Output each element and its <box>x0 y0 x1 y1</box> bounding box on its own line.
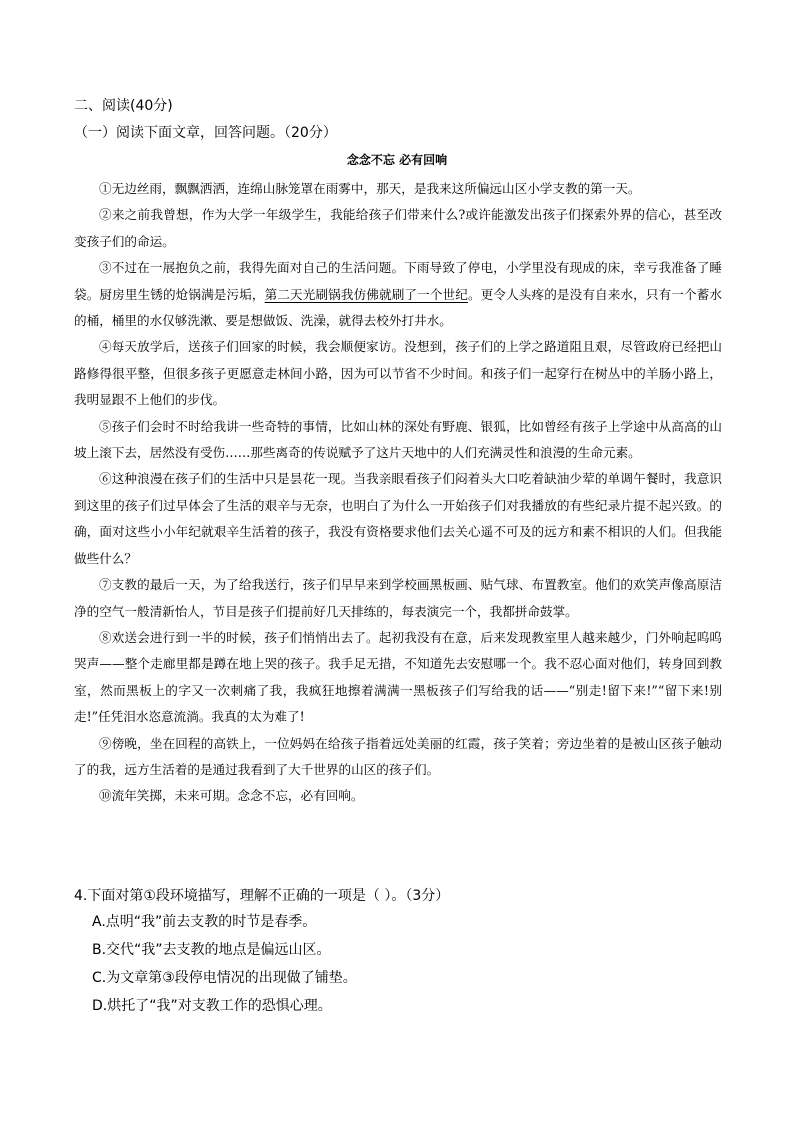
paragraph-10: ⑩流年笑掷，未来可期。念念不忘，必有回响。 <box>99 788 364 804</box>
option-c: C.为文章第③段停电情况的出现做了铺垫。 <box>92 970 357 986</box>
paragraph-3-text-a: ③不过在一展抱负之前，我得先面对自己的生活问题。下雨导致了停电，小学里没有现成的床，幸亏我准备了睡袋。厨房里生锈的炝锅满是污垢， <box>74 260 722 302</box>
option-a: A.点明“我”前去支教的时节是春季。 <box>92 914 317 930</box>
subsection-heading: （一）阅读下面文章，回答问题。（20分） <box>74 125 337 141</box>
paragraph-3-text-b: 。更令人头疼的是没有自来水，只有一个蓄水的桶，桶里的水仅够洗漱、要是想做饭、洗澡，就得去校外打井水。 <box>74 286 723 329</box>
question-stem: 4.下面对第①段环境描写，理解不正确的一项是（ ）。（3分） <box>74 888 450 904</box>
article-title: 念念不忘 必有回响 <box>346 153 448 167</box>
paragraph-3 <box>74 255 722 334</box>
option-d: D.烘托了“我”对支教工作的恐惧心理。 <box>92 998 332 1014</box>
paragraph-9: ⑨傍晚，坐在回程的高铁上，一位妈妈在给孩子指着远处美丽的红霞，孩子笑着；旁边坐着的是被山区孩子触动了的我，远方生活着的是通过我看到了大千世界的山区的孩子们。 <box>74 735 722 777</box>
paragraph-7: ⑦支教的最后一天，为了给我送行，孩子们早早来到学校画黑板画、贴气球、布置教室。他们的欢笑声像高原洁净的空气一般清新怡人，节目是孩子们提前好几天排练的，每表演完一个，我都拼命鼓掌。 <box>74 577 722 619</box>
article-body <box>74 176 722 810</box>
option-b: B.交代“我”去支教的地点是偏远山区。 <box>92 942 331 958</box>
paragraph-6: ⑥这种浪漫在孩子们的生活中只是昙花一现。当我亲眼看孩子们闷着头大口吃着缺油少荤的单调午餐时，我意识到这里的孩子们过早体会了生活的艰辛与无奈，也明白了为什么一开始孩子们对我播放的有些纪录片提不起兴致。的确，面对这些小小年纪就艰辛生活着的孩子，我没有资格要求他们去关心遥不可及的远方和素不相识的人们。但我能做些什么？ <box>74 471 722 566</box>
paragraph-1: ①无边丝雨，飘飘洒洒，连绵山脉笼罩在雨雾中，那天，是我来这所偏远山区小学支教的第一天。 <box>99 181 641 196</box>
paragraph-5: ⑤孩子们会时不时给我讲一些奇特的事情，比如山林的深处有野鹿、银狐，比如曾经有孩子上学途中从高高的山坡上滚下去，居然没有受伤……那些离奇的传说赋予了这片天地中的人们充满灵性和浪漫的生命元素。 <box>74 418 722 461</box>
underlined-sentence: 第二天光刷锅我仿佛就刷了一个世纪 <box>264 286 468 302</box>
paragraph-8: ⑧欢送会进行到一半的时候，孩子们悄悄出去了。起初我没有在意，后来发现教室里人越来越少，门外响起呜呜哭声——整个走廊里都是蹲在地上哭的孩子。我手足无措，不知道先去安慰哪一个。我不忍心面对他们，转身回到教室，然而黑板上的字又一次刺痛了我，我疯狂地擦着满满一黑板孩子们写给我的话——“别走!留下来!”“留下来!别走!”任凭泪水恣意流淌。我真的太为难了! <box>74 629 722 725</box>
section-heading: 二、阅读(40分) <box>74 98 173 114</box>
paragraph-4: ④每天放学后，送孩子们回家的时候，我会顺便家访。没想到，孩子们的上学之路道阻且艰，尽管政府已经把山路修得很平整，但很多孩子更愿意走林间小路，因为可以节省不少时间。和孩子们一起穿行在树丛中的羊肠小路上，我明显跟不上他们的步伐。 <box>74 339 722 408</box>
paragraph-2: ②来之前我曾想，作为大学一年级学生，我能给孩子们带来什么?或许能激发出孩子们探索外界的信心，甚至改变孩子们的命运。 <box>74 207 722 249</box>
